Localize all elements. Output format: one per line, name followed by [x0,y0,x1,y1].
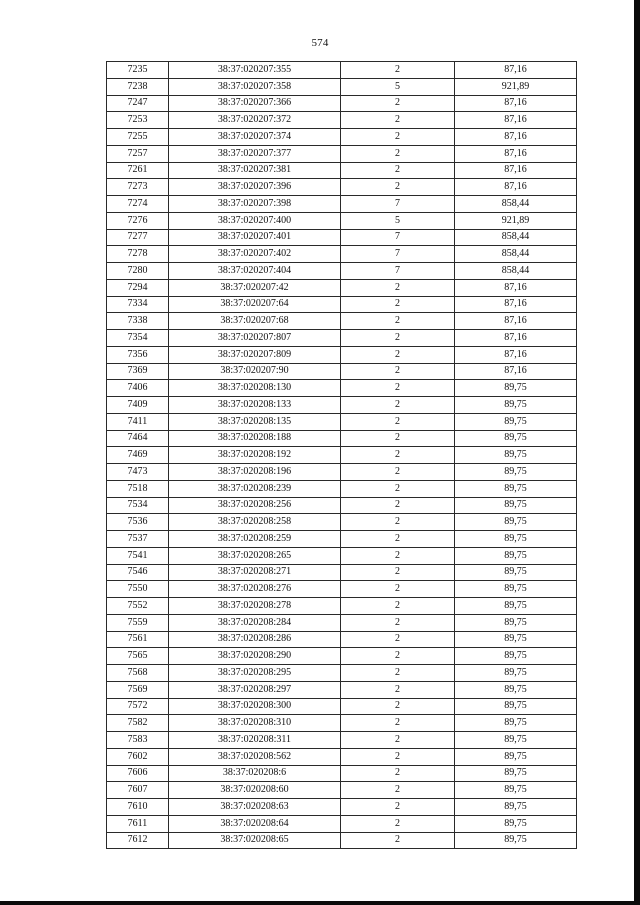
scan-border-right [634,0,640,905]
cadastral-number-cell: 38:37:020208:135 [169,413,341,430]
value-cell: 89,75 [455,531,577,548]
value-cell: 87,16 [455,363,577,380]
count-cell: 2 [341,145,455,162]
page-number: 574 [311,37,329,49]
table-row [107,397,577,414]
table-row [107,413,577,430]
table-row [107,313,577,330]
value-cell: 89,75 [455,631,577,648]
row-number-cell: 7518 [107,480,169,497]
count-cell: 2 [341,346,455,363]
count-cell: 2 [341,397,455,414]
cadastral-number-cell: 38:37:020207:400 [169,212,341,229]
count-cell: 2 [341,129,455,146]
value-cell: 89,75 [455,464,577,481]
count-cell: 2 [341,430,455,447]
value-cell: 89,75 [455,480,577,497]
table-row [107,363,577,380]
table-row [107,145,577,162]
cadastral-number-cell: 38:37:020208:60 [169,782,341,799]
cadastral-number-cell: 38:37:020208:562 [169,748,341,765]
count-cell: 2 [341,447,455,464]
count-cell: 2 [341,648,455,665]
value-cell: 89,75 [455,413,577,430]
row-number-cell: 7274 [107,196,169,213]
row-number-cell: 7541 [107,547,169,564]
value-cell: 89,75 [455,832,577,849]
value-cell: 87,16 [455,313,577,330]
cadastral-number-cell: 38:37:020207:396 [169,179,341,196]
count-cell: 2 [341,464,455,481]
row-number-cell: 7280 [107,263,169,280]
cadastral-number-cell: 38:37:020207:90 [169,363,341,380]
table-row [107,447,577,464]
cadastral-number-cell: 38:37:020208:310 [169,715,341,732]
table-row [107,581,577,598]
row-number-cell: 7409 [107,397,169,414]
cadastral-number-cell: 38:37:020207:42 [169,279,341,296]
value-cell: 89,75 [455,614,577,631]
count-cell: 2 [341,279,455,296]
cadastral-number-cell: 38:37:020208:65 [169,832,341,849]
row-number-cell: 7334 [107,296,169,313]
table-row [107,614,577,631]
value-cell: 89,75 [455,447,577,464]
row-number-cell: 7406 [107,380,169,397]
row-number-cell: 7369 [107,363,169,380]
row-number-cell: 7572 [107,698,169,715]
row-number-cell: 7255 [107,129,169,146]
count-cell: 2 [341,179,455,196]
value-cell: 89,75 [455,581,577,598]
table-body [107,62,577,849]
table-row [107,246,577,263]
table-row [107,430,577,447]
count-cell: 2 [341,514,455,531]
cadastral-number-cell: 38:37:020207:372 [169,112,341,129]
count-cell: 2 [341,782,455,799]
value-cell: 89,75 [455,765,577,782]
count-cell: 2 [341,95,455,112]
count-cell: 7 [341,263,455,280]
table-row [107,564,577,581]
row-number-cell: 7582 [107,715,169,732]
cadastral-number-cell: 38:37:020208:290 [169,648,341,665]
value-cell: 858,44 [455,246,577,263]
value-cell: 87,16 [455,95,577,112]
table-row [107,782,577,799]
row-number-cell: 7411 [107,413,169,430]
cadastral-number-cell: 38:37:020207:355 [169,62,341,79]
cadastral-number-cell: 38:37:020208:311 [169,732,341,749]
cadastral-number-cell: 38:37:020207:381 [169,162,341,179]
count-cell: 5 [341,78,455,95]
cadastral-number-cell: 38:37:020207:377 [169,145,341,162]
row-number-cell: 7278 [107,246,169,263]
table-row [107,179,577,196]
table-row [107,196,577,213]
table-row [107,698,577,715]
value-cell: 89,75 [455,715,577,732]
row-number-cell: 7602 [107,748,169,765]
value-cell: 87,16 [455,346,577,363]
row-number-cell: 7561 [107,631,169,648]
row-number-cell: 7536 [107,514,169,531]
table-row [107,112,577,129]
table-row [107,598,577,615]
value-cell: 89,75 [455,397,577,414]
value-cell: 87,16 [455,145,577,162]
count-cell: 2 [341,162,455,179]
value-cell: 89,75 [455,799,577,816]
count-cell: 2 [341,313,455,330]
value-cell: 89,75 [455,698,577,715]
row-number-cell: 7610 [107,799,169,816]
value-cell: 89,75 [455,598,577,615]
count-cell: 2 [341,631,455,648]
value-cell: 89,75 [455,497,577,514]
count-cell: 2 [341,497,455,514]
count-cell: 2 [341,296,455,313]
table-row [107,263,577,280]
cadastral-number-cell: 38:37:020208:297 [169,681,341,698]
table-row [107,330,577,347]
row-number-cell: 7235 [107,62,169,79]
row-number-cell: 7356 [107,346,169,363]
count-cell: 2 [341,832,455,849]
cadastral-number-cell: 38:37:020208:265 [169,547,341,564]
table-row [107,732,577,749]
value-cell: 87,16 [455,62,577,79]
value-cell: 89,75 [455,815,577,832]
row-number-cell: 7276 [107,212,169,229]
table-row [107,162,577,179]
row-number-cell: 7338 [107,313,169,330]
row-number-cell: 7473 [107,464,169,481]
row-number-cell: 7546 [107,564,169,581]
cadastral-number-cell: 38:37:020208:271 [169,564,341,581]
cadastral-number-cell: 38:37:020207:807 [169,330,341,347]
row-number-cell: 7253 [107,112,169,129]
cadastral-number-cell: 38:37:020208:284 [169,614,341,631]
cadastral-number-cell: 38:37:020208:256 [169,497,341,514]
table-row [107,229,577,246]
row-number-cell: 7611 [107,815,169,832]
row-number-cell: 7568 [107,665,169,682]
table-row [107,531,577,548]
row-number-cell: 7261 [107,162,169,179]
row-number-cell: 7469 [107,447,169,464]
count-cell: 2 [341,598,455,615]
cadastral-number-cell: 38:37:020208:278 [169,598,341,615]
value-cell: 89,75 [455,514,577,531]
count-cell: 2 [341,765,455,782]
row-number-cell: 7273 [107,179,169,196]
table-row [107,78,577,95]
row-number-cell: 7277 [107,229,169,246]
table-row [107,212,577,229]
table-row [107,547,577,564]
table-row [107,464,577,481]
value-cell: 89,75 [455,681,577,698]
table-row [107,95,577,112]
count-cell: 2 [341,413,455,430]
count-cell: 2 [341,799,455,816]
value-cell: 89,75 [455,648,577,665]
count-cell: 2 [341,681,455,698]
count-cell: 2 [341,815,455,832]
row-number-cell: 7559 [107,614,169,631]
value-cell: 858,44 [455,263,577,280]
cadastral-number-cell: 38:37:020207:404 [169,263,341,280]
cadastral-number-cell: 38:37:020207:401 [169,229,341,246]
count-cell: 2 [341,380,455,397]
table-row [107,832,577,849]
row-number-cell: 7583 [107,732,169,749]
value-cell: 89,75 [455,748,577,765]
cadastral-number-cell: 38:37:020208:196 [169,464,341,481]
count-cell: 2 [341,62,455,79]
table-row [107,631,577,648]
row-number-cell: 7569 [107,681,169,698]
cadastral-number-cell: 38:37:020208:258 [169,514,341,531]
count-cell: 2 [341,112,455,129]
cadastral-number-cell: 38:37:020208:192 [169,447,341,464]
cadastral-number-cell: 38:37:020207:64 [169,296,341,313]
cadastral-number-cell: 38:37:020207:402 [169,246,341,263]
cadastral-number-cell: 38:37:020207:358 [169,78,341,95]
row-number-cell: 7552 [107,598,169,615]
table-row [107,799,577,816]
cadastral-number-cell: 38:37:020208:133 [169,397,341,414]
value-cell: 921,89 [455,212,577,229]
row-number-cell: 7464 [107,430,169,447]
value-cell: 921,89 [455,78,577,95]
table-row [107,497,577,514]
cadastral-number-cell: 38:37:020208:64 [169,815,341,832]
table-row [107,665,577,682]
count-cell: 2 [341,363,455,380]
cadastral-number-cell: 38:37:020208:259 [169,531,341,548]
row-number-cell: 7534 [107,497,169,514]
table-row [107,748,577,765]
row-number-cell: 7612 [107,832,169,849]
cadastral-number-cell: 38:37:020208:286 [169,631,341,648]
cadastral-number-cell: 38:37:020208:130 [169,380,341,397]
count-cell: 2 [341,715,455,732]
cadastral-number-cell: 38:37:020207:398 [169,196,341,213]
cadastral-number-cell: 38:37:020208:188 [169,430,341,447]
table-row [107,715,577,732]
row-number-cell: 7550 [107,581,169,598]
value-cell: 87,16 [455,330,577,347]
table-row [107,380,577,397]
count-cell: 5 [341,212,455,229]
count-cell: 2 [341,547,455,564]
count-cell: 7 [341,229,455,246]
cadastral-number-cell: 38:37:020208:6 [169,765,341,782]
value-cell: 89,75 [455,380,577,397]
value-cell: 89,75 [455,665,577,682]
cadastral-number-cell: 38:37:020208:295 [169,665,341,682]
value-cell: 87,16 [455,129,577,146]
cadastral-number-cell: 38:37:020208:276 [169,581,341,598]
count-cell: 2 [341,564,455,581]
count-cell: 7 [341,246,455,263]
count-cell: 2 [341,614,455,631]
value-cell: 89,75 [455,732,577,749]
table-row [107,815,577,832]
value-cell: 87,16 [455,162,577,179]
count-cell: 2 [341,698,455,715]
cadastral-number-cell: 38:37:020207:374 [169,129,341,146]
value-cell: 87,16 [455,112,577,129]
table-row [107,480,577,497]
cadastral-number-cell: 38:37:020207:68 [169,313,341,330]
scan-border-bottom [0,901,640,905]
table-row [107,62,577,79]
cadastral-table [106,61,577,849]
count-cell: 2 [341,531,455,548]
cadastral-number-cell: 38:37:020208:239 [169,480,341,497]
value-cell: 858,44 [455,196,577,213]
value-cell: 89,75 [455,547,577,564]
table-row [107,681,577,698]
row-number-cell: 7354 [107,330,169,347]
value-cell: 89,75 [455,782,577,799]
value-cell: 858,44 [455,229,577,246]
table-row [107,129,577,146]
table-row [107,648,577,665]
count-cell: 2 [341,480,455,497]
count-cell: 2 [341,665,455,682]
table-row [107,765,577,782]
cadastral-number-cell: 38:37:020207:366 [169,95,341,112]
row-number-cell: 7606 [107,765,169,782]
table-row [107,296,577,313]
value-cell: 87,16 [455,279,577,296]
row-number-cell: 7238 [107,78,169,95]
count-cell: 7 [341,196,455,213]
count-cell: 2 [341,581,455,598]
cadastral-number-cell: 38:37:020208:63 [169,799,341,816]
cadastral-number-cell: 38:37:020208:300 [169,698,341,715]
value-cell: 87,16 [455,179,577,196]
count-cell: 2 [341,732,455,749]
row-number-cell: 7607 [107,782,169,799]
cadastral-number-cell: 38:37:020207:809 [169,346,341,363]
table-row [107,514,577,531]
count-cell: 2 [341,748,455,765]
value-cell: 87,16 [455,296,577,313]
table-row [107,346,577,363]
value-cell: 89,75 [455,564,577,581]
table-row [107,279,577,296]
value-cell: 89,75 [455,430,577,447]
row-number-cell: 7257 [107,145,169,162]
row-number-cell: 7294 [107,279,169,296]
row-number-cell: 7537 [107,531,169,548]
count-cell: 2 [341,330,455,347]
row-number-cell: 7247 [107,95,169,112]
row-number-cell: 7565 [107,648,169,665]
